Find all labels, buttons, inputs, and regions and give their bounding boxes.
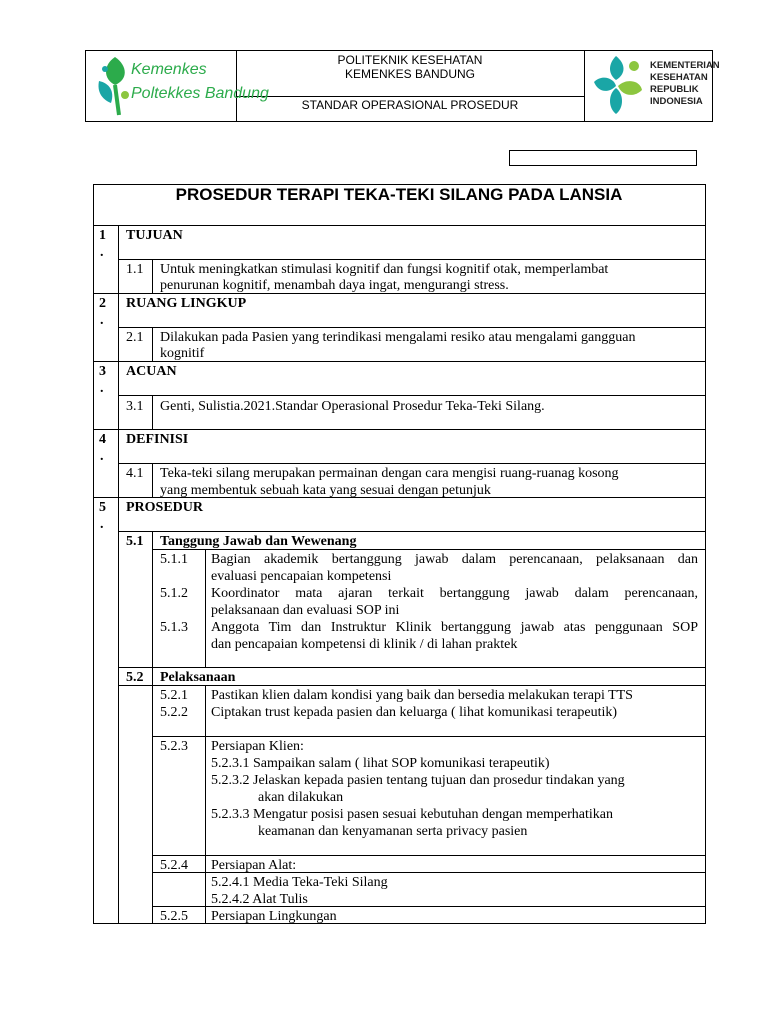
section-3-dot: .: [100, 381, 104, 396]
item-5-1-3-line2: dan pencapaian kompetensi di klinik / di lahan praktek: [211, 637, 518, 652]
section-2-heading: RUANG LINGKUP: [126, 296, 247, 311]
section-5-number: 5: [99, 500, 106, 515]
kemenkes-logo-line2: KESEHATAN: [650, 72, 708, 83]
item-2-1-line1: Dilakukan pada Pasien yang terindikasi mengalami resiko atau mengalami gangguan: [160, 330, 636, 345]
item-5-1-1-line1: Bagian akademik bertanggung jawab dalam perencanaan, pelaksanaan dan: [211, 552, 698, 567]
subsection-5-2-heading: Pelaksanaan: [160, 670, 236, 685]
logo-text-poltekkes: Poltekkes Bandung: [131, 85, 269, 102]
item-3-1-line1: Genti, Sulistia.2021.Standar Operasional Prosedur Teka-Teki Silang.: [160, 399, 545, 414]
item-5-1-2-number: 5.1.2: [160, 586, 188, 601]
item-5-2-3-3-line1: 5.2.3.3 Mengatur posisi pasen sesuai kebutuhan dengan memperhatikan: [211, 807, 614, 822]
poltekkes-logo: [95, 55, 269, 117]
kemenkes-logo-line1: KEMENTERIAN: [650, 60, 720, 71]
item-5-2-3-3-line2: keamanan dan kenyamanan serta privacy pasien: [258, 824, 528, 839]
item-5-1-2-line2: pelaksanaan dan evaluasi SOP ini: [211, 603, 400, 618]
item-1-1-line2: penurunan kognitif, menambah daya ingat, mengurangi stress.: [160, 278, 509, 293]
section-2-dot: .: [100, 313, 104, 328]
item-5-2-5-number: 5.2.5: [160, 909, 188, 924]
item-5-2-3-1-text: 5.2.3.1 Sampaikan salam ( lihat SOP komunikasi terapeutik): [211, 756, 550, 771]
item-2-1-line2: kognitif: [160, 346, 205, 361]
section-2-number: 2: [99, 296, 106, 311]
item-4-1-line2: yang membentuk sebuah kata yang sesuai dengan petunjuk: [160, 483, 491, 498]
item-5-2-3-text: Persiapan Klien:: [211, 739, 304, 754]
kemenkes-logo-line4: INDONESIA: [650, 96, 703, 107]
section-3-number: 3: [99, 364, 106, 379]
item-2-1-number: 2.1: [126, 330, 144, 345]
procedure-title: PROSEDUR TERAPI TEKA-TEKI SILANG PADA LANSIA: [175, 185, 623, 204]
subsection-5-2-number: 5.2: [126, 670, 144, 685]
section-5-dot: .: [100, 517, 104, 532]
item-5-2-1-number: 5.2.1: [160, 688, 188, 703]
institution-name-line2: KEMENKES BANDUNG: [344, 67, 476, 81]
item-5-1-3-number: 5.1.3: [160, 620, 188, 635]
item-5-1-1-number: 5.1.1: [160, 552, 188, 567]
item-5-2-3-number: 5.2.3: [160, 739, 188, 754]
item-5-2-4-number: 5.2.4: [160, 858, 188, 873]
section-5-heading: PROSEDUR: [126, 500, 204, 515]
item-5-2-4-2-text: 5.2.4.2 Alat Tulis: [211, 892, 308, 907]
section-4-heading: DEFINISI: [126, 432, 189, 447]
document-type: STANDAR OPERASIONAL PROSEDUR: [301, 98, 519, 112]
kemenkes-logo: [590, 52, 720, 118]
section-1-heading: TUJUAN: [126, 228, 183, 243]
item-4-1-line1: Teka-teki silang merupakan permainan dengan cara mengisi ruang-ruanag kosong: [160, 466, 619, 481]
item-5-2-1-text: Pastikan klien dalam kondisi yang baik dan bersedia melakukan terapi TTS: [211, 688, 633, 703]
kemenkes-logo-line3: REPUBLIK: [650, 84, 699, 95]
section-4-number: 4: [99, 432, 106, 447]
item-5-1-1-line2: evaluasi pencapaian kompetensi: [211, 569, 392, 584]
item-5-2-2-text: Ciptakan trust kepada pasien dan keluarga ( lihat komunikasi terapeutik): [211, 705, 618, 720]
section-4-dot: .: [100, 449, 104, 464]
item-1-1-line1: Untuk meningkatkan stimulasi kognitif dan fungsi kognitif otak, memperlambat: [160, 262, 609, 277]
item-5-2-3-2-line2: akan dilakukan: [258, 790, 344, 805]
item-5-1-3-line1: Anggota Tim dan Instruktur Klinik bertanggung jawab atas penggunaan SOP: [211, 620, 698, 635]
item-1-1-number: 1.1: [126, 262, 144, 277]
section-1-dot: .: [100, 245, 104, 260]
institution-name-line1: POLITEKNIK KESEHATAN: [337, 53, 483, 67]
item-5-2-4-text: Persiapan Alat:: [211, 858, 297, 873]
section-1-number: 1: [99, 228, 106, 243]
document-number-box: [509, 150, 697, 166]
item-5-2-4-1-text: 5.2.4.1 Media Teka-Teki Silang: [211, 875, 388, 890]
logo-text-kemenkes: Kemenkes: [131, 61, 207, 78]
section-3-heading: ACUAN: [126, 364, 177, 379]
item-5-2-3-2-line1: 5.2.3.2 Jelaskan kepada pasien tentang tujuan dan prosedur tindakan yang: [211, 773, 625, 788]
item-5-1-2-line1: Koordinator mata ajaran terkait bertanggung jawab dalam perencanaan,: [211, 586, 698, 601]
item-4-1-number: 4.1: [126, 466, 144, 481]
subsection-5-1-heading: Tanggung Jawab dan Wewenang: [160, 534, 357, 549]
item-3-1-number: 3.1: [126, 399, 144, 414]
subsection-5-1-number: 5.1: [126, 534, 144, 549]
item-5-2-2-number: 5.2.2: [160, 705, 188, 720]
item-5-2-5-text: Persiapan Lingkungan: [211, 909, 337, 924]
